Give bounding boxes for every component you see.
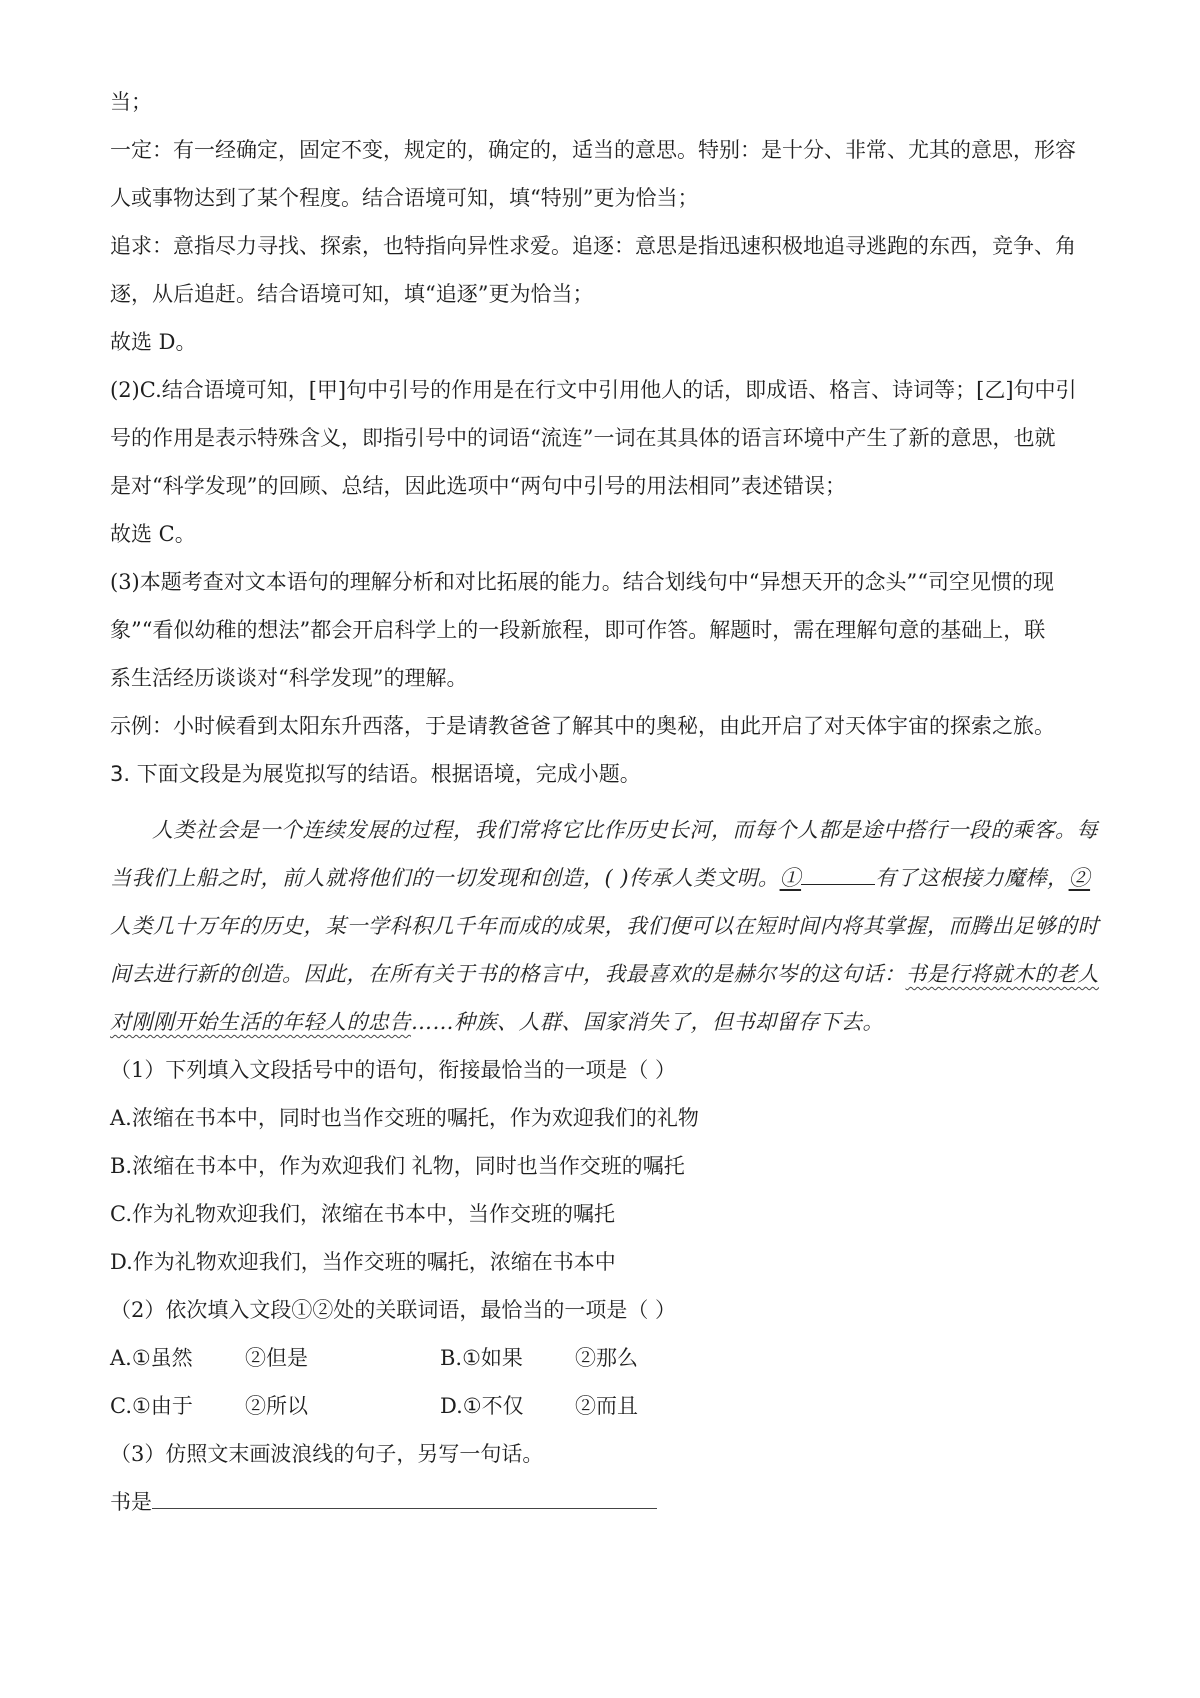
- explanation-line: 号的作用是表示特殊含义，即指引号中的词语“流连”一词在其具体的语言环境中产生了新的意思，也就: [110, 426, 1056, 450]
- passage-text: 间去进行新的创造。因此，在所有关于书的格言中，我最喜欢的是赫尔岑的这句话：: [110, 962, 906, 986]
- blank-marker-1: ①: [779, 866, 802, 890]
- explanation-line: 系生活经历谈谈对“科学发现”的理解。: [110, 666, 468, 690]
- option-part: ②但是: [245, 1346, 308, 1370]
- explanation-line: 象”“看似幼稚的想法”都会开启科学上的一段新旅程，即可作答。解题时，需在理解句意的基础上，联: [110, 618, 1046, 642]
- explanation-line: 故选 D。: [110, 330, 197, 354]
- explanation-line: (3)本题考查对文本语句的理解分析和对比拓展的能力。结合划线句中“异想天开的念头”“司空见惯的现: [110, 570, 1054, 594]
- answer-line-row: [110, 1478, 1095, 1526]
- explanation-line: 人或事物达到了某个程度。结合语境可知，填“特别”更为恰当；: [110, 186, 699, 210]
- option-row: [110, 1382, 1095, 1430]
- option-part: D.①不仅: [440, 1394, 524, 1418]
- explanation-line: 示例：小时候看到太阳东升西落，于是请教爸爸了解其中的奥秘，由此开启了对天体宇宙的探索之旅。: [110, 714, 1055, 738]
- passage-text: 有了这根接力魔棒，: [875, 866, 1069, 890]
- sub-question-3: [110, 1430, 1095, 1526]
- wavy-underlined-sentence: 书是行将就木的老人: [905, 962, 1099, 986]
- option-part: ②而且: [575, 1394, 638, 1418]
- document-page: [110, 78, 1099, 1526]
- option-c[interactable]: C.作为礼物欢迎我们，浓缩在书本中，当作交班的嘱托: [110, 1202, 615, 1226]
- option-c[interactable]: [110, 1382, 440, 1430]
- reading-passage: [110, 806, 1099, 1046]
- question-stem: （2）依次填入文段①②处的关联词语，最恰当的一项是（ ）: [110, 1298, 677, 1322]
- question-stem: （3）仿照文末画波浪线的句子，另写一句话。: [110, 1442, 544, 1466]
- passage-line: [110, 950, 1099, 998]
- passage-line: [110, 998, 1095, 1046]
- blank-marker-2: ②: [1068, 866, 1091, 890]
- answer-blank[interactable]: [152, 1480, 657, 1509]
- explanation-line: 是对“科学发现”的回顾、总结，因此选项中“两句中引号的用法相同”表述错误；: [110, 474, 846, 498]
- passage-line: 人类几十万年的历史，某一学科积几千年而成的成果，我们便可以在短时间内将其掌握，而腾出足够的时: [110, 914, 1099, 938]
- sub-question-1: [110, 1046, 1095, 1286]
- explanation-section: [110, 78, 1095, 750]
- passage-line: 人类社会是一个连续发展的过程，我们常将它比作历史长河，而每个人都是途中搭行一段的乘客。每: [152, 818, 1098, 842]
- fill-blank-1[interactable]: [801, 858, 875, 885]
- explanation-line: (2)C.结合语境可知，[甲]句中引号的作用是在行文中引用他人的话，即成语、格言、诗词等；[乙]句中引: [110, 378, 1077, 402]
- wavy-underlined-sentence: 对刚刚开始生活的年轻人的忠告: [110, 1010, 411, 1034]
- passage-text: 当我们上船之时，前人就将他们的一切发现和创造，( )传承人类文明。: [110, 866, 780, 890]
- option-part: B.①如果: [440, 1346, 523, 1370]
- explanation-line: 逐，从后追赶。结合语境可知，填“追逐”更为恰当；: [110, 282, 594, 306]
- explanation-line: 当；: [110, 90, 152, 114]
- option-b[interactable]: [440, 1334, 638, 1382]
- option-part: C.①由于: [110, 1394, 193, 1418]
- option-b[interactable]: B.浓缩在书本中，作为欢迎我们 礼物，同时也当作交班的嘱托: [110, 1154, 685, 1178]
- option-part: ②那么: [575, 1346, 638, 1370]
- explanation-line: 追求：意指尽力寻找、探索，也特指向异性求爱。追逐：意思是指迅速积极地追寻逃跑的东西，竞争、角: [110, 234, 1076, 258]
- question-title: 3. 下面文段是为展览拟写的结语。根据语境，完成小题。: [110, 762, 641, 786]
- explanation-line: 故选 C。: [110, 522, 196, 546]
- option-part: A.①虽然: [110, 1346, 193, 1370]
- sub-question-2: [110, 1286, 1095, 1430]
- option-d[interactable]: D.作为礼物欢迎我们，当作交班的嘱托，浓缩在书本中: [110, 1250, 616, 1274]
- answer-prefix: 书是: [110, 1490, 152, 1514]
- passage-text: ……种族、人群、国家消失了，但书却留存下去。: [411, 1010, 884, 1034]
- explanation-line: 一定：有一经确定，固定不变，规定的，确定的，适当的意思。特别：是十分、非常、尤其的意思，形容: [110, 138, 1076, 162]
- option-row: [110, 1334, 1095, 1382]
- question-stem: （1）下列填入文段括号中的语句，衔接最恰当的一项是（ ）: [110, 1058, 677, 1082]
- option-a[interactable]: A.浓缩在书本中，同时也当作交班的嘱托，作为欢迎我们的礼物: [110, 1106, 699, 1130]
- option-part: ②所以: [245, 1394, 308, 1418]
- option-a[interactable]: [110, 1334, 440, 1382]
- option-d[interactable]: [440, 1382, 638, 1430]
- passage-line: [110, 854, 1095, 902]
